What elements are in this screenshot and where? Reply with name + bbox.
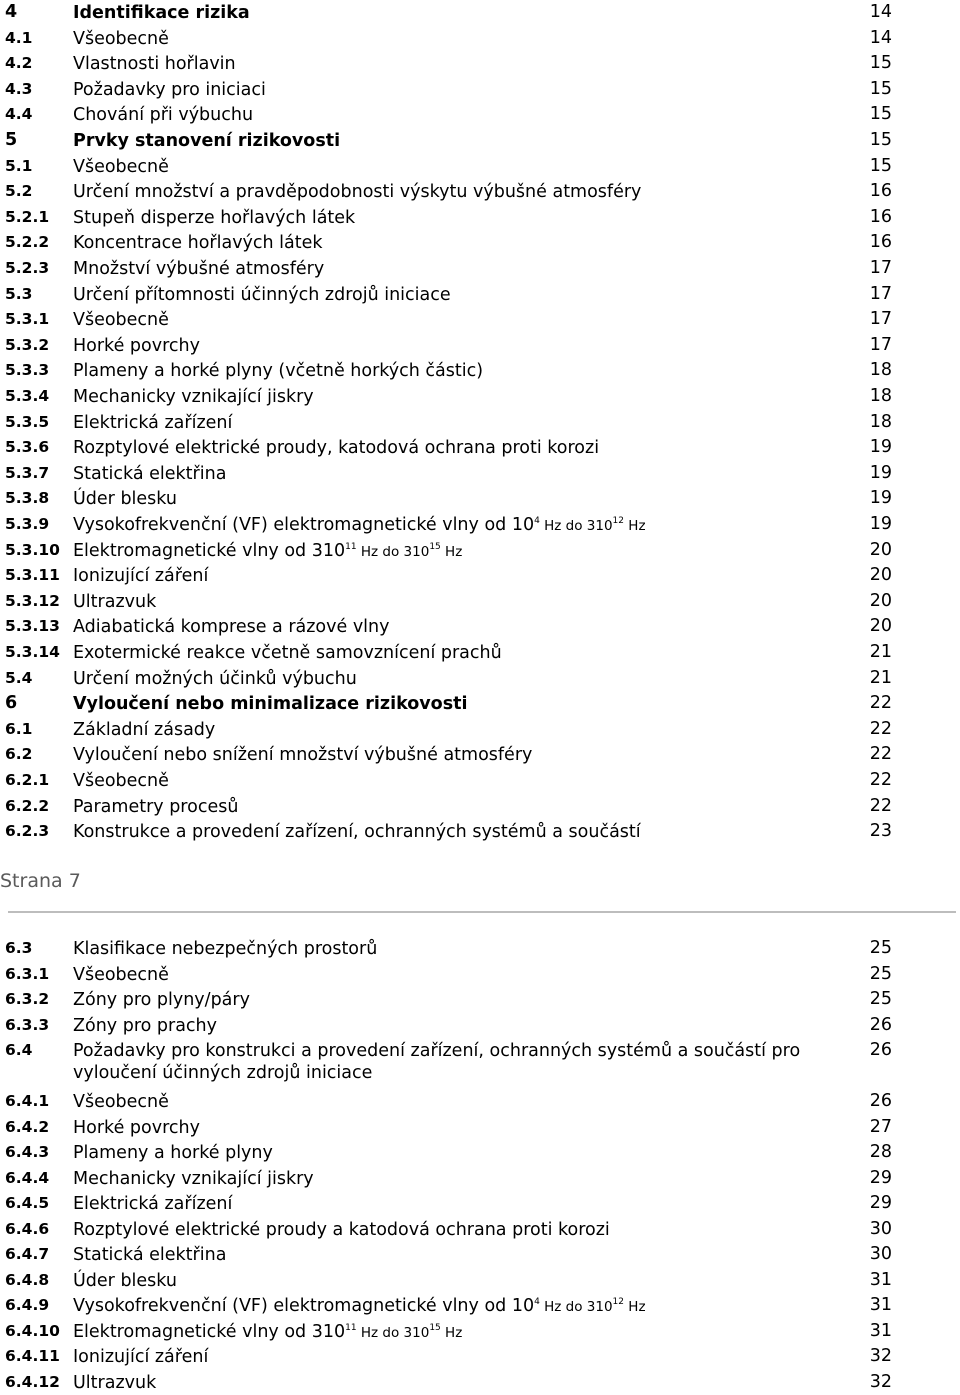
toc-entry[interactable] [0,205,960,231]
toc-entry-title: Ionizující záření [73,563,833,587]
toc-entry-title: Požadavky pro konstrukci a provedení zařízení, ochranných systémů a součástí pro vyloučení účinných zdrojů iniciace [73,1038,833,1084]
toc-entry-number: 6.4 [5,1038,32,1064]
toc-entry-number: 6.4.11 [5,1344,60,1370]
toc-entry-number: 6.4.5 [5,1191,49,1217]
toc-entry-page: 19 [870,435,892,461]
toc-entry-number: 4 [5,0,17,26]
toc-entry-title: Exotermické reakce včetně samovznícení prachů [73,640,833,664]
toc-entry-number: 5.2 [5,179,32,205]
exponent: 11 [345,542,356,552]
toc-entry-title: Všeobecně [73,307,833,331]
toc-entry-title: Zóny pro prachy [73,1013,833,1037]
toc-entry-title: Úder blesku [73,486,833,510]
toc-entry[interactable] [0,410,960,436]
toc-entry-title: Mechanicky vznikající jiskry [73,384,833,408]
toc-entry-title: Statická elektřina [73,461,833,485]
toc-entry-page: 23 [870,819,892,845]
toc-entry[interactable] [0,987,960,1013]
toc-entry-title [73,538,833,563]
toc-entry-title: Základní zásady [73,717,833,741]
toc-entry-title: Množství výbušné atmosféry [73,256,833,280]
toc-entry[interactable] [0,102,960,128]
toc-entry-number: 6.4.6 [5,1217,49,1243]
toc-entry[interactable] [0,1242,960,1268]
toc-entry-page: 30 [870,1242,892,1268]
toc-entry-number: 5.3.5 [5,410,49,436]
toc-entry-number: 6.4.8 [5,1268,49,1294]
toc-entry-page: 16 [870,179,892,205]
title-part: Hz do 310 [540,518,613,534]
toc-entry-number: 5.3.11 [5,563,60,589]
exponent: 11 [345,1323,356,1333]
toc-entry-title: Chování při výbuchu [73,102,833,126]
toc-entry[interactable] [0,794,960,820]
toc-entry[interactable] [0,384,960,410]
toc-entry-page: 29 [870,1191,892,1217]
toc-entry-title: Elektrická zařízení [73,410,833,434]
toc-entry[interactable] [0,77,960,103]
toc-entry-page: 26 [870,1013,892,1039]
toc-entry-page: 26 [870,1038,892,1064]
toc-entry-number: 6.4.2 [5,1115,49,1141]
toc-entry-page: 15 [870,154,892,180]
toc-entry-page: 16 [870,205,892,231]
toc-entry-title: Klasifikace nebezpečných prostorů [73,936,833,960]
toc-entry-number: 5.2.2 [5,230,49,256]
toc-entry-page: 25 [870,987,892,1013]
toc-entry-number: 5.1 [5,154,32,180]
title-part: Vysokofrekvenční (VF) elektromagnetické vlny od 10 [73,1296,534,1316]
toc-entry-page: 27 [870,1115,892,1141]
toc-entry-title: Stupeň disperze hořlavých látek [73,205,833,229]
toc-entry-page: 22 [870,717,892,743]
toc-entry[interactable] [0,1370,960,1395]
toc-entry[interactable] [0,282,960,308]
toc-entry[interactable] [0,1191,960,1217]
toc-entry-page: 22 [870,691,892,717]
toc-entry-number: 5.3.14 [5,640,60,666]
toc-entry[interactable] [0,26,960,52]
toc-entry-page: 25 [870,936,892,962]
toc-entry-title: Zóny pro plyny/páry [73,987,833,1011]
toc-entry-number: 5 [5,128,17,154]
toc-entry-number: 5.3.9 [5,512,49,538]
toc-entry-number: 5.3.1 [5,307,49,333]
toc-entry-title: Všeobecně [73,1089,833,1113]
toc-entry-page: 22 [870,768,892,794]
toc-entry-number: 5.3.4 [5,384,49,410]
title-part: Hz do 310 [540,1299,613,1315]
toc-entry-number: 5.3.2 [5,333,49,359]
toc-entry[interactable] [0,1140,960,1166]
toc-entry-title: Požadavky pro iniciaci [73,77,833,101]
toc-entry-number: 6.4.9 [5,1293,49,1319]
toc-entry-title: Mechanicky vznikající jiskry [73,1166,833,1190]
toc-entry[interactable] [0,768,960,794]
toc-entry-number: 6.2 [5,742,32,768]
toc-entry[interactable] [0,230,960,256]
toc-entry-title: Rozptylové elektrické proudy a katodová ochrana proti korozi [73,1217,833,1241]
toc-entry-page: 20 [870,538,892,564]
toc-entry[interactable] [0,589,960,615]
toc-entry-page: 17 [870,282,892,308]
toc-entry-title: Ultrazvuk [73,1370,833,1394]
toc-entry-title [73,1293,833,1318]
toc-entry-title: Všeobecně [73,154,833,178]
toc-entry[interactable] [0,307,960,333]
toc-entry-number: 6.4.1 [5,1089,49,1115]
toc-entry[interactable] [0,691,960,717]
toc-entry[interactable] [0,256,960,282]
toc-entry-page: 17 [870,333,892,359]
toc-entry-title [73,512,833,537]
toc-entry-title: Všeobecně [73,768,833,792]
toc-entry-page: 29 [870,1166,892,1192]
toc-entry-number: 4.4 [5,102,32,128]
toc-entry-title: Vyloučení nebo snížení množství výbušné atmosféry [73,742,833,766]
exponent: 12 [613,516,624,526]
exponent: 4 [534,516,540,526]
toc-entry-title: Koncentrace hořlavých látek [73,230,833,254]
toc-entry-number: 6.4.3 [5,1140,49,1166]
toc-entry-page: 17 [870,256,892,282]
toc-entry-title: Úder blesku [73,1268,833,1292]
title-part: Elektromagnetické vlny od 310 [73,1322,345,1342]
toc-entry-page: 26 [870,1089,892,1115]
toc-entry[interactable] [0,358,960,384]
toc-entry[interactable] [0,51,960,77]
toc-entry[interactable] [0,461,960,487]
toc-entry-page: 25 [870,962,892,988]
toc-entry-page: 16 [870,230,892,256]
toc-entry[interactable] [0,1319,960,1345]
toc-entry-page: 30 [870,1217,892,1243]
toc-entry-title: Statická elektřina [73,1242,833,1266]
toc-entry-title: Ultrazvuk [73,589,833,613]
toc-entry-page: 18 [870,358,892,384]
toc-entry[interactable] [0,1166,960,1192]
toc-entry-page: 15 [870,51,892,77]
toc-entry-page: 17 [870,307,892,333]
toc-entry-number: 5.3.12 [5,589,60,615]
toc-entry-page: 18 [870,384,892,410]
toc-entry-page: 31 [870,1319,892,1345]
toc-entry-number: 6.3 [5,936,32,962]
toc-entry-page: 32 [870,1370,892,1395]
toc-entry[interactable] [0,1089,960,1115]
toc-entry[interactable] [0,819,960,845]
page-divider [8,911,956,913]
toc-entry-title: Všeobecně [73,26,833,50]
toc-entry-number: 5.3.8 [5,486,49,512]
toc-entry-title: Parametry procesů [73,794,833,818]
toc-entry[interactable] [0,563,960,589]
toc-entry[interactable] [0,128,960,154]
toc-entry-number: 5.3.10 [5,538,60,564]
toc-entry-title: Plameny a horké plyny [73,1140,833,1164]
toc-entry-title: Určení přítomnosti účinných zdrojů iniciace [73,282,833,306]
toc-entry[interactable] [0,154,960,180]
toc-entry-page: 20 [870,589,892,615]
toc-entry-page: 32 [870,1344,892,1370]
title-part: Vysokofrekvenční (VF) elektromagnetické vlny od 10 [73,515,534,535]
toc-entry[interactable] [0,742,960,768]
toc-entry[interactable] [0,1038,960,1086]
toc-entry-number: 5.2.3 [5,256,49,282]
toc-entry-number: 6 [5,691,17,717]
toc-entry-page: 22 [870,794,892,820]
toc-entry-title: Identifikace rizika [73,0,833,24]
toc-entry-number: 6.2.2 [5,794,49,820]
toc-entry[interactable] [0,614,960,640]
toc-entry-number: 6.1 [5,717,32,743]
toc-entry-page: 20 [870,563,892,589]
toc-entry[interactable] [0,640,960,666]
exponent: 15 [429,1323,440,1333]
toc-entry-number: 6.2.1 [5,768,49,794]
toc-entry-title: Adiabatická komprese a rázové vlny [73,614,833,638]
toc-entry-number: 5.3.6 [5,435,49,461]
exponent: 15 [429,542,440,552]
toc-entry[interactable] [0,1115,960,1141]
toc-entry-title: Rozptylové elektrické proudy, katodová ochrana proti korozi [73,435,833,459]
toc-entry-title: Určení množství a pravděpodobnosti výskytu výbušné atmosféry [73,179,833,203]
toc-entry-number: 6.4.10 [5,1319,60,1345]
toc-entry[interactable] [0,936,960,962]
toc-entry[interactable] [0,1344,960,1370]
exponent: 12 [613,1297,624,1307]
title-part: Elektromagnetické vlny od 310 [73,541,345,561]
toc-entry-title: Určení možných účinků výbuchu [73,666,833,690]
exponent: 4 [534,1297,540,1307]
toc-entry[interactable] [0,179,960,205]
toc-entry-page: 31 [870,1268,892,1294]
title-part: Hz [624,518,646,534]
toc-entry[interactable] [0,1217,960,1243]
toc-entry-page: 14 [870,0,892,26]
toc-entry[interactable] [0,1293,960,1319]
title-part: Hz do 310 [357,544,430,560]
toc-entry-page: 19 [870,512,892,538]
toc-entry-page: 28 [870,1140,892,1166]
toc-entry[interactable] [0,0,960,26]
toc-entry[interactable] [0,486,960,512]
toc-entry-number: 6.4.12 [5,1370,60,1395]
title-part: Hz do 310 [357,1325,430,1341]
toc-entry[interactable] [0,1268,960,1294]
toc-entry-page: 18 [870,410,892,436]
toc-entry-page: 15 [870,77,892,103]
toc-entry-title: Všeobecně [73,962,833,986]
toc-entry[interactable] [0,435,960,461]
toc-entry-page: 14 [870,26,892,52]
toc-entry-number: 5.3.7 [5,461,49,487]
toc-entry-number: 5.4 [5,666,32,692]
toc-entry[interactable] [0,538,960,564]
page-label: Strana 7 [0,870,81,892]
toc-entry-number: 5.3.13 [5,614,60,640]
title-part: Hz [441,1325,463,1341]
title-part: Hz [441,544,463,560]
toc-entry-number: 6.4.4 [5,1166,49,1192]
toc-entry-title: Vlastnosti hořlavin [73,51,833,75]
title-part: Hz [624,1299,646,1315]
toc-entry-title: Plameny a horké plyny (včetně horkých částic) [73,358,833,382]
toc-entry-page: 15 [870,128,892,154]
toc-entry-page: 20 [870,614,892,640]
toc-entry-title: Konstrukce a provedení zařízení, ochranných systémů a součástí [73,819,833,843]
toc-entry-number: 5.2.1 [5,205,49,231]
toc-entry-title: Prvky stanovení rizikovosti [73,128,833,152]
toc-entry-number: 4.1 [5,26,32,52]
toc-entry-number: 6.3.3 [5,1013,49,1039]
toc-entry[interactable] [0,962,960,988]
toc-entry-number: 4.2 [5,51,32,77]
toc-entry-number: 6.4.7 [5,1242,49,1268]
toc-entry-number: 5.3.3 [5,358,49,384]
toc-entry-title [73,1319,833,1344]
toc-entry[interactable] [0,512,960,538]
toc-entry-page: 21 [870,666,892,692]
toc-entry-page: 22 [870,742,892,768]
toc-entry-title: Horké povrchy [73,1115,833,1139]
toc-entry-number: 6.3.2 [5,987,49,1013]
toc-entry[interactable] [0,717,960,743]
toc-entry-page: 19 [870,486,892,512]
toc-entry[interactable] [0,1013,960,1039]
toc-entry-title: Ionizující záření [73,1344,833,1368]
toc-entry-number: 5.3 [5,282,32,308]
toc-entry-page: 19 [870,461,892,487]
toc-entry[interactable] [0,333,960,359]
toc-entry-title: Vyloučení nebo minimalizace rizikovosti [73,691,833,715]
toc-entry-number: 6.2.3 [5,819,49,845]
toc-entry-page: 31 [870,1293,892,1319]
toc-entry-title: Elektrická zařízení [73,1191,833,1215]
toc-entry[interactable] [0,666,960,692]
toc-entry-number: 6.3.1 [5,962,49,988]
toc-entry-title: Horké povrchy [73,333,833,357]
toc-entry-page: 15 [870,102,892,128]
toc-entry-page: 21 [870,640,892,666]
toc-entry-number: 4.3 [5,77,32,103]
